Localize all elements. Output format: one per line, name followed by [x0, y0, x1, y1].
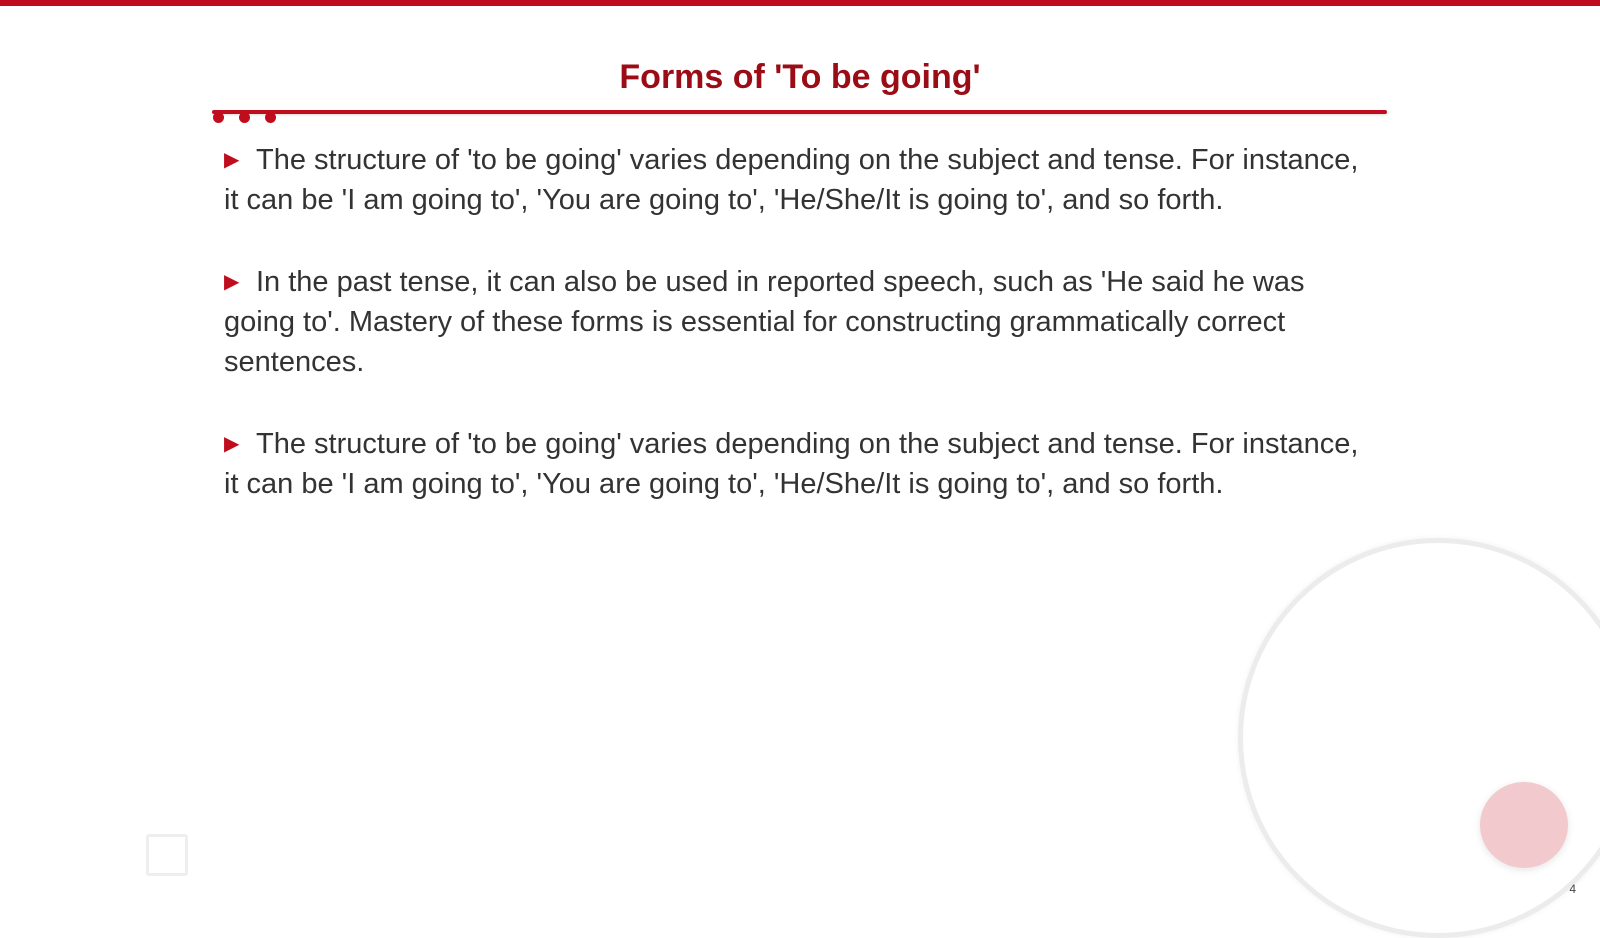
bullet-list [224, 140, 1364, 546]
decorative-blob [1480, 782, 1568, 868]
triangle-right-icon: ▶ [224, 433, 240, 455]
slide-title: Forms of 'To be going' [619, 58, 981, 96]
bullet-item [224, 424, 1364, 504]
triangle-right-icon: ▶ [224, 149, 240, 171]
title-underline [212, 110, 1387, 114]
decorative-square [146, 834, 188, 876]
bullet-item [224, 140, 1364, 220]
decorative-circle [1238, 538, 1600, 938]
decorative-dot-icon [239, 112, 250, 123]
bullet-text: The structure of 'to be going' varies depending on the subject and tense. For instance, it can be 'I am going to', 'You are going to', 'He/She/It is going to', and so forth. [224, 144, 1359, 216]
bullet-text: The structure of 'to be going' varies depending on the subject and tense. For instance, it can be 'I am going to', 'You are going to', 'He/She/It is going to', and so forth. [224, 428, 1359, 500]
bullet-text: In the past tense, it can also be used in reported speech, such as 'He said he was going to'. Mastery of these forms is essential for constructing grammatically correct sentences. [224, 266, 1305, 378]
decorative-dot-icon [265, 112, 276, 123]
bullet-item [224, 262, 1364, 382]
page-number: 4 [1569, 882, 1576, 896]
top-accent-bar [0, 0, 1600, 6]
triangle-right-icon: ▶ [224, 271, 240, 293]
decorative-dot-icon [213, 112, 224, 123]
